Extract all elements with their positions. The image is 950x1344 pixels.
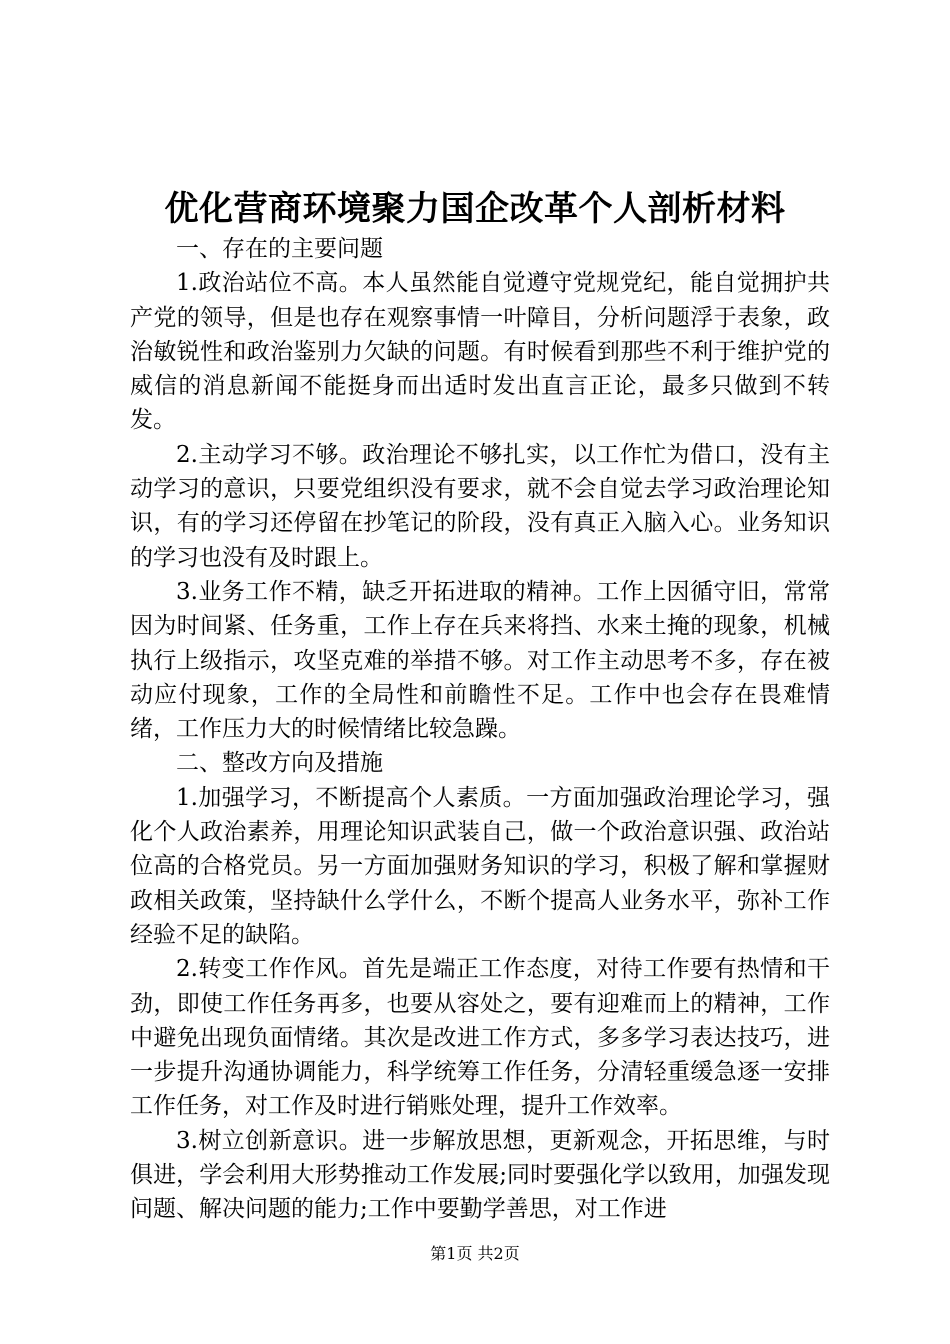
paragraph-measure-3: 3.树立创新意识。进一步解放思想，更新观念，开拓思维，与时俱进，学会利用大形势推动工作发展;同时要强化学以致用，加强发现问题、解决问题的能力;工作中要勤学善思，对工作进 [130,1127,830,1223]
paragraph-problem-1: 1.政治站位不高。本人虽然能自觉遵守党规党纪，能自觉拥护共产党的领导，但是也存在观察事情一叶障目，分析问题浮于表象，政治敏锐性和政治鉴别力欠缺的问题。有时候看到那些不利于维护党的威信的消息新闻不能挺身而出适时发出直言正论，最多只做到不转发。 [130,270,830,434]
paragraph-problem-3: 3.业务工作不精，缺乏开拓进取的精神。工作上因循守旧，常常因为时间紧、任务重，工作上存在兵来将挡、水来土掩的现象，机械执行上级指示，攻坚克难的举措不够。对工作主动思考不多，存在被动应付现象，工作的全局性和前瞻性不足。工作中也会存在畏难情绪，工作压力大的时候情绪比较急躁。 [130,578,830,743]
document-body [130,232,830,1227]
page-footer: 第1页 共2页 [430,1244,520,1263]
paragraph-measure-1: 1.加强学习，不断提高个人素质。一方面加强政治理论学习，强化个人政治素养，用理论知识武装自己，做一个政治意识强、政治站位高的合格党员。另一方面加强财务知识的学习，积极了解和掌握财政相关政策，坚持缺什么学什么，不断个提高人业务水平，弥补工作经验不足的缺陷。 [130,784,830,948]
paragraph-problem-2: 2.主动学习不够。政治理论不够扎实，以工作忙为借口，没有主动学习的意识，只要党组织没有要求，就不会自觉去学习政治理论知识，有的学习还停留在抄笔记的阶段，没有真正入脑入心。业务知识的学习也没有及时跟上。 [130,441,830,571]
document-title: 优化营商环境聚力国企改革个人剖析材料 [164,189,786,229]
section-heading-problems: 一、存在的主要问题 [176,236,383,262]
section-heading-measures: 二、整改方向及措施 [176,750,383,777]
paragraph-measure-2: 2.转变工作作风。首先是端正工作态度，对待工作要有热情和干劲，即使工作任务再多，也要从容处之，要有迎难而上的精神，工作中避免出现负面情绪。其次是改进工作方式，多多学习表达技巧，进一步提升沟通协调能力，科学统筹工作任务，分清轻重缓急逐一安排工作任务，对工作及时进行销账处理，提升工作效率。 [130,956,830,1120]
